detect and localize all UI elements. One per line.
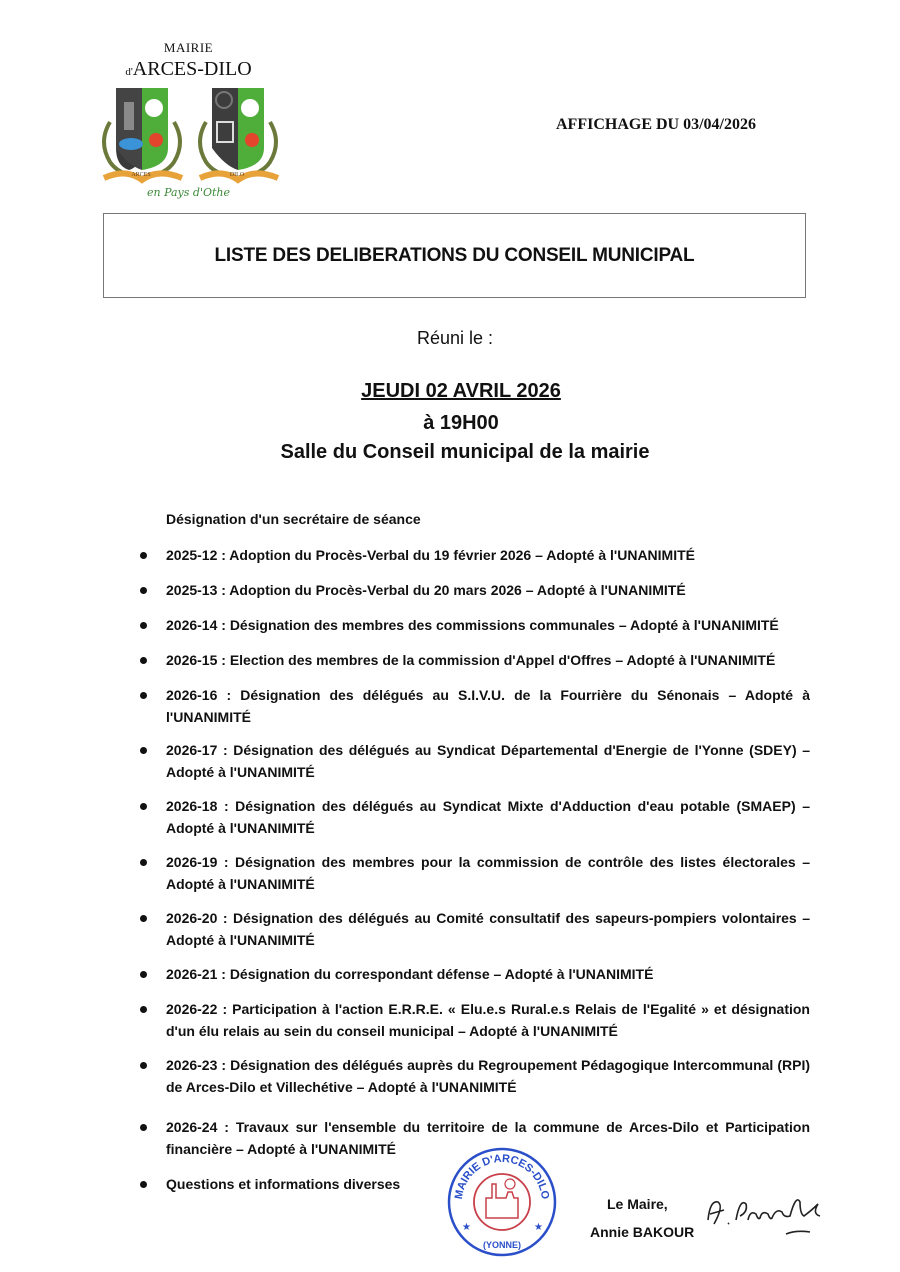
signatory-role: Le Maire,: [607, 1196, 668, 1212]
deliberation-item: [138, 684, 810, 728]
star-icon: ★: [534, 1222, 543, 1233]
deliberation-item: [138, 739, 810, 783]
deliberation-text: 2026-22 : Participation à l'action E.R.R.E. « Elu.e.s Rural.e.s Relais de l'Egalité » et désignation d'un élu relais au sein du conseil municipal – Adopté à l'UNANIMITÉ: [166, 1001, 810, 1039]
star-icon: ★: [462, 1222, 471, 1233]
deliberation-item: [138, 907, 810, 951]
bullet-icon: [140, 1181, 147, 1188]
crest-dilo-icon: [200, 88, 278, 180]
bullet-icon: [140, 692, 147, 699]
meeting-place: Salle du Conseil municipal de la mairie: [280, 441, 650, 463]
deliberation-text: 2026-23 : Désignation des délégués auprès du Regroupement Pédagogique Intercommunal (RPI) de Arces-Dilo et Villechétive – Adopté à l'UNANIMITÉ: [166, 1057, 810, 1095]
deliberation-text: 2026-15 : Election des membres de la commission d'Appel d'Offres – Adopté à l'UNANIMITÉ: [166, 652, 776, 668]
logo-town-name: [96, 58, 281, 81]
deliberation-item: [138, 614, 810, 636]
title-box: [103, 213, 806, 298]
bullet-icon: [140, 859, 147, 866]
crest-arces-icon: [104, 88, 182, 180]
posting-date: AFFICHAGE DU 03/04/2026: [556, 116, 756, 133]
deliberation-text: 2026-18 : Désignation des délégués au Syndicat Mixte d'Adduction d'eau potable (SMAEP) – Adopté à l'UNANIMITÉ: [166, 798, 810, 836]
municipal-logo: [96, 40, 281, 210]
deliberation-text: 2026-20 : Désignation des délégués au Comité consultatif des sapeurs-pompiers volontaires – Adopté à l'UNANIMITÉ: [166, 910, 810, 948]
deliberation-text: 2026-14 : Désignation des membres des commissions communales – Adopté à l'UNANIMITÉ: [166, 617, 779, 633]
bullet-icon: [140, 657, 147, 664]
bullet-icon: [140, 587, 147, 594]
meeting-intro: Réuni le :: [416, 328, 494, 348]
logo-tagline: en Pays d'Othe: [146, 186, 230, 199]
bullet-icon: [140, 1062, 147, 1069]
logo-town-text: ARCES-DILO: [132, 58, 252, 80]
page-title: LISTE DES DELIBERATIONS DU CONSEIL MUNICIPAL: [214, 244, 695, 266]
secretary-line: Désignation d'un secrétaire de séance: [166, 511, 421, 527]
deliberation-item: [138, 649, 810, 671]
deliberation-text: 2026-19 : Désignation des membres pour la commission de contrôle des listes électorales – Adopté à l'UNANIMITÉ: [166, 854, 810, 892]
deliberation-item: [138, 795, 810, 839]
bullet-icon: [140, 971, 147, 978]
deliberation-item: [138, 1054, 810, 1098]
bullet-icon: [140, 622, 147, 629]
deliberations-list: [138, 544, 810, 1195]
deliberation-item: [138, 544, 810, 566]
signature-block: [590, 1190, 694, 1246]
logo-mairie-text: MAIRIE: [163, 40, 214, 55]
bullet-icon: [140, 1124, 147, 1131]
bullet-icon: [140, 915, 147, 922]
meeting-date: JEUDI 02 AVRIL 2026: [361, 380, 561, 402]
deliberation-item: [138, 963, 810, 985]
logo-town-prefix: d': [125, 66, 133, 78]
meeting-time: à 19H00: [423, 412, 499, 434]
deliberation-text: 2026-17 : Désignation des délégués au Syndicat Départemental d'Energie de l'Yonne (SDEY) – Adopté à l'UNANIMITÉ: [166, 742, 810, 780]
deliberation-item: [138, 579, 810, 601]
crest-right-label: DILO: [229, 172, 245, 178]
deliberation-text: 2025-12 : Adoption du Procès-Verbal du 19 février 2026 – Adopté à l'UNANIMITÉ: [166, 547, 695, 563]
coats-of-arms-icon: [96, 82, 281, 187]
bullet-icon: [140, 1006, 147, 1013]
mairie-stamp-icon: [446, 1146, 558, 1258]
deliberation-text: Questions et informations diverses: [166, 1176, 401, 1192]
deliberation-text: 2026-24 : Travaux sur l'ensemble du territoire de la commune de Arces-Dilo et Participation financière – Adopté à l'UNANIMITÉ: [166, 1119, 810, 1157]
stamp-ring-text: MAIRIE D'ARCES-DILO: [452, 1152, 552, 1201]
bullet-icon: [140, 747, 147, 754]
stamp-bottom-text: (YONNE): [483, 1240, 521, 1250]
signatory-name: Annie BAKOUR: [590, 1224, 695, 1240]
deliberation-item: [138, 851, 810, 895]
handwritten-signature-icon: [700, 1180, 830, 1240]
bullet-icon: [140, 803, 147, 810]
deliberation-item: [138, 998, 810, 1042]
deliberation-text: 2025-13 : Adoption du Procès-Verbal du 20 mars 2026 – Adopté à l'UNANIMITÉ: [166, 582, 686, 598]
deliberation-text: 2026-16 : Désignation des délégués au S.I.V.U. de la Fourrière du Sénonais – Adopté à l'UNANIMITÉ: [166, 687, 810, 725]
crest-left-label: ARCES: [131, 172, 151, 178]
bullet-icon: [140, 552, 147, 559]
deliberation-text: 2026-21 : Désignation du correspondant défense – Adopté à l'UNANIMITÉ: [166, 966, 654, 982]
